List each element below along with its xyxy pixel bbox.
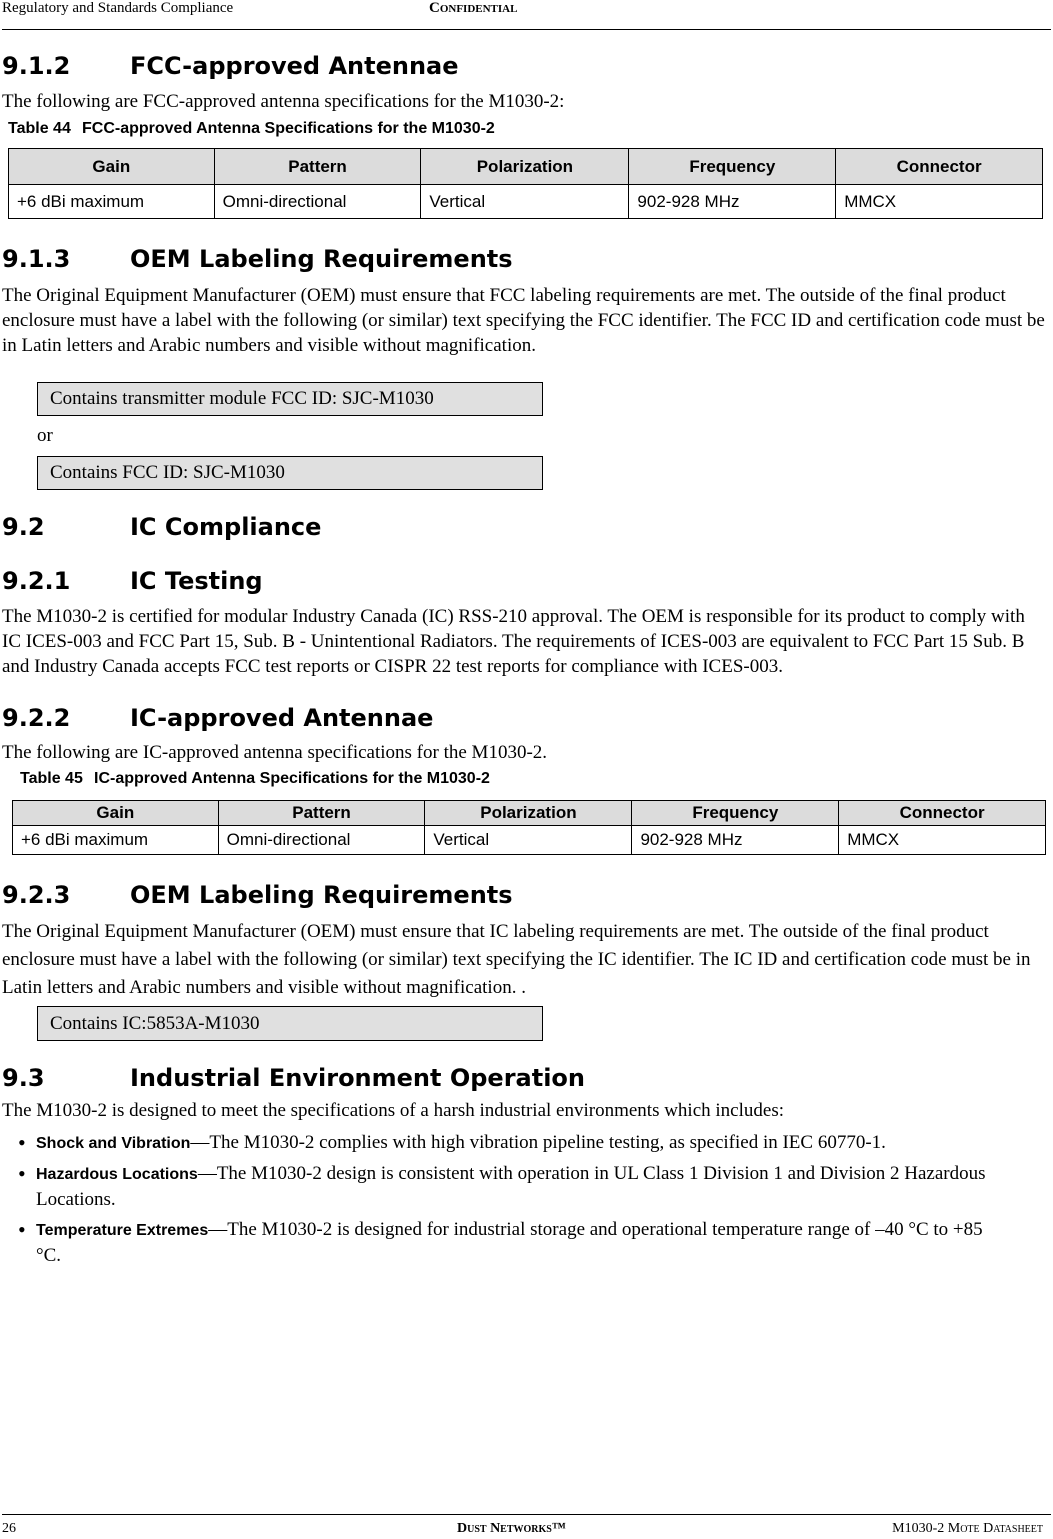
footer-company: Dust Networks™ [457, 1521, 566, 1536]
paragraph-fcc-intro: The following are FCC-approved antenna specifications for the M1030-2: [2, 91, 565, 112]
bullet-text [36, 1161, 996, 1212]
fcc-label-box-id: Contains FCC ID: SJC-M1030 [37, 456, 543, 490]
paragraph-ic-testing: The M1030-2 is certified for modular Industry Canada (IC) RSS-210 approval. The OEM is responsible for its product to comply with IC ICES-003 and FCC Part 15, Sub. B - Unintentional Radiators. The requirements of ICES-003 are equivalent to FCC Part 15 Sub. B and Industry Canada accepts FCC test reports or CISPR 22 test reports for compliance with ICES-003. [2, 606, 1025, 677]
heading-number: 9.2.2 [2, 704, 71, 732]
bullet-dot-icon: • [18, 1217, 26, 1242]
table-45-caption [20, 770, 490, 788]
column-header: Pattern [214, 149, 421, 185]
table-cell: +6 dBi maximum [13, 826, 219, 855]
heading-title: IC Testing [130, 567, 263, 595]
bullet-term: Temperature Extremes [36, 1222, 209, 1239]
heading-9-2 [2, 513, 321, 541]
heading-number: 9.3 [2, 1064, 45, 1092]
column-header: Gain [9, 149, 215, 185]
bullet-text [36, 1130, 1016, 1156]
bullet-description: —The M1030-2 is designed for industrial storage and operational temperature range of –40 °C to +85 °C. [36, 1219, 983, 1266]
heading-9-1-3 [2, 245, 513, 273]
footer-page-number: 26 [2, 1521, 16, 1536]
table-cell: Vertical [421, 185, 629, 219]
heading-title: OEM Labeling Requirements [130, 245, 513, 273]
heading-number: 9.1.3 [2, 245, 71, 273]
bullet-description: —The M1030-2 complies with high vibration pipeline testing, as specified in IEC 60770-1. [190, 1132, 886, 1153]
heading-title: FCC-approved Antennae [130, 52, 459, 80]
fcc-antenna-table [8, 148, 1043, 219]
table-number: Table 45 [20, 770, 83, 787]
table-header-row [13, 801, 1046, 826]
column-header: Pattern [218, 801, 425, 826]
table-row [9, 185, 1043, 219]
or-text: or [37, 425, 53, 446]
bullet-dot-icon: • [18, 1130, 26, 1155]
bullet-text [36, 1217, 986, 1268]
table-cell: Omni-directional [214, 185, 421, 219]
column-header: Polarization [421, 149, 629, 185]
heading-title: IC-approved Antennae [130, 704, 434, 732]
column-header: Frequency [629, 149, 836, 185]
table-cell: Omni-directional [218, 826, 425, 855]
column-header: Connector [839, 801, 1046, 826]
footer-document-title: M1030-2 Mote Datasheet [892, 1521, 1043, 1536]
table-cell: 902-928 MHz [629, 185, 836, 219]
heading-9-2-3 [2, 881, 513, 909]
fcc-label-box-transmitter: Contains transmitter module FCC ID: SJC-M1030 [37, 382, 543, 416]
table-cell: +6 dBi maximum [9, 185, 215, 219]
header-divider [2, 29, 1051, 30]
column-header: Gain [13, 801, 219, 826]
bullet-dot-icon: • [18, 1161, 26, 1186]
heading-title: Industrial Environment Operation [130, 1064, 586, 1092]
bullet-term: Hazardous Locations [36, 1166, 198, 1183]
table-row [13, 826, 1046, 855]
heading-number: 9.2 [2, 513, 45, 541]
footer-divider [2, 1514, 1051, 1515]
header-confidential: Confidential [429, 0, 518, 16]
heading-title: IC Compliance [130, 513, 322, 541]
heading-number: 9.2.1 [2, 567, 71, 595]
table-header-row [9, 149, 1043, 185]
table-number: Table 44 [8, 120, 71, 137]
ic-antenna-table [12, 800, 1046, 855]
paragraph-ic-intro: The following are IC-approved antenna specifications for the M1030-2. [2, 742, 548, 763]
heading-9-2-1 [2, 567, 263, 595]
header-section-title: Regulatory and Standards Compliance [2, 0, 234, 16]
paragraph-fcc-labeling: The Original Equipment Manufacturer (OEM) must ensure that FCC labeling requirements are met. The outside of the final product enclosure must have a label with the following (or similar) text specifying the FCC identifier. The FCC ID and certification code must be in Latin letters and Arabic numbers and visible without magnification. [2, 285, 1045, 356]
heading-number: 9.1.2 [2, 52, 71, 80]
paragraph-ic-labeling: The Original Equipment Manufacturer (OEM) must ensure that IC labeling requirements are met. The outside of the final product enclosure must have a label with the following (or similar) text specifying the IC identifier. The IC ID and certification code must be in Latin letters and Arabic numbers and visible without magnification. . [2, 921, 1031, 998]
table-title: IC-approved Antenna Specifications for the M1030-2 [94, 770, 490, 787]
ic-label-box: Contains IC:5853A-M1030 [37, 1006, 543, 1041]
table-title: FCC-approved Antenna Specifications for the M1030-2 [82, 120, 495, 137]
table-cell: MMCX [836, 185, 1043, 219]
table-cell: MMCX [839, 826, 1046, 855]
heading-9-1-2 [2, 52, 459, 80]
column-header: Polarization [425, 801, 632, 826]
bullet-term: Shock and Vibration [36, 1135, 191, 1152]
heading-title: OEM Labeling Requirements [130, 881, 513, 909]
bullet-description: —The M1030-2 design is consistent with operation in UL Class 1 Division 1 and Division 2 Hazardous Locations. [36, 1163, 986, 1210]
heading-9-2-2 [2, 704, 433, 732]
heading-9-3 [2, 1064, 585, 1092]
heading-number: 9.2.3 [2, 881, 71, 909]
column-header: Frequency [632, 801, 839, 826]
table-44-caption [8, 120, 495, 138]
table-cell: Vertical [425, 826, 632, 855]
table-cell: 902-928 MHz [632, 826, 839, 855]
paragraph-industrial-intro: The M1030-2 is designed to meet the specifications of a harsh industrial environments which includes: [2, 1100, 784, 1121]
column-header: Connector [836, 149, 1043, 185]
